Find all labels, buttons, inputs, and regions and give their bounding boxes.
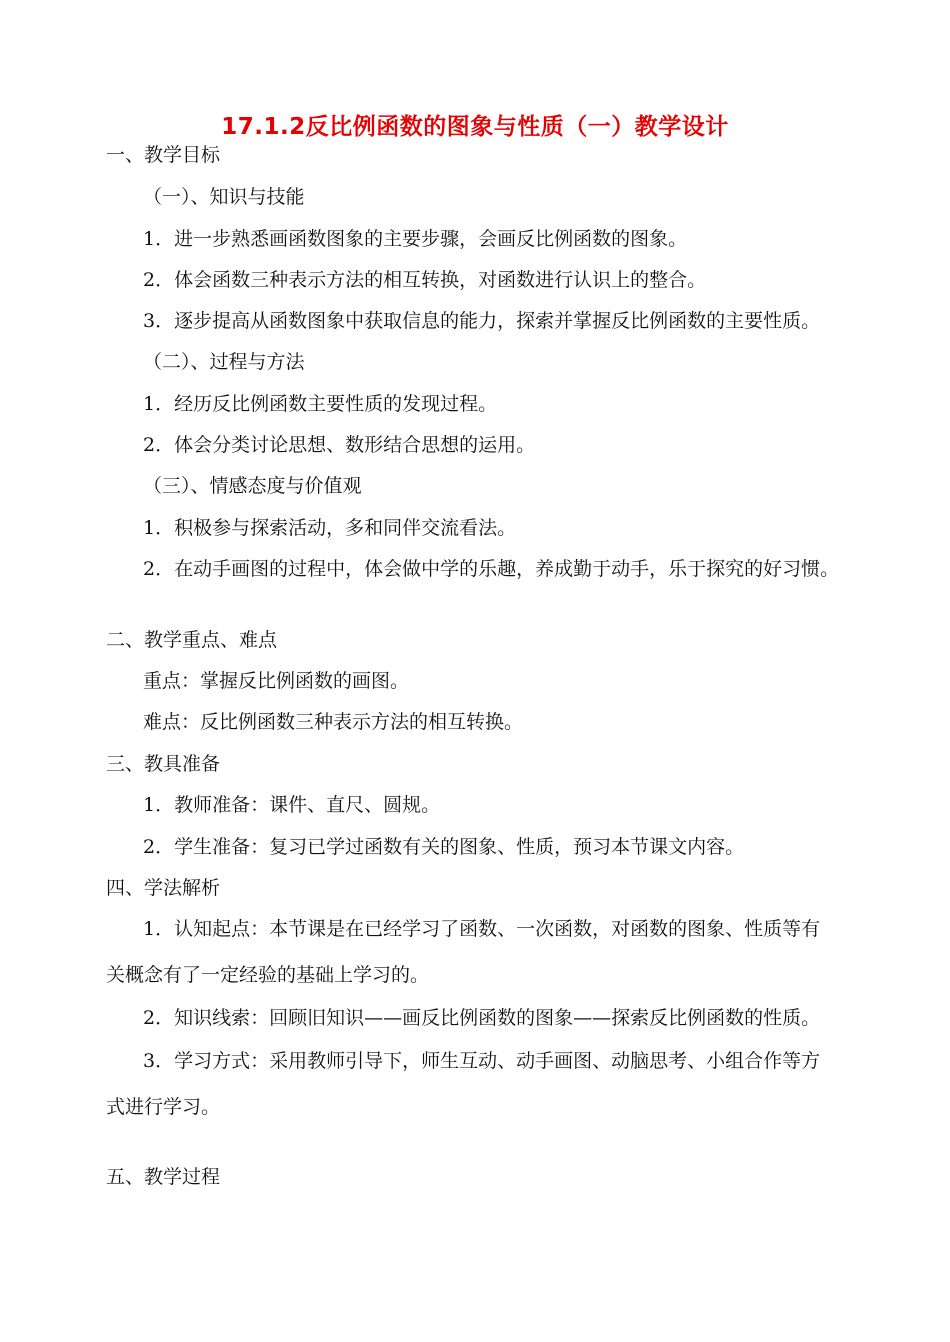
section-heading: 五、教学过程	[106, 1166, 221, 1188]
paragraph: 1．积极参与探索活动，多和同伴交流看法。	[143, 517, 517, 539]
paragraph: 3．逐步提高从函数图象中获取信息的能力，探索并掌握反比例函数的主要性质。	[143, 310, 821, 332]
section-heading: 四、学法解析	[106, 877, 221, 899]
paragraph: 1．进一步熟悉画函数图象的主要步骤，会画反比例函数的图象。	[143, 228, 688, 250]
subsection-heading: （一）、知识与技能	[143, 186, 305, 208]
subsection-heading: （二）、过程与方法	[143, 351, 305, 373]
paragraph: 2．知识线索：回顾旧知识——画反比例函数的图象——探索反比例函数的性质。	[143, 1007, 821, 1029]
paragraph: 难点：反比例函数三种表示方法的相互转换。	[143, 711, 524, 733]
paragraph: 2．体会分类讨论思想、数形结合思想的运用。	[143, 434, 536, 456]
paragraph: 1．经历反比例函数主要性质的发现过程。	[143, 393, 498, 415]
paragraph: 2．学生准备：复习已学过函数有关的图象、性质，预习本节课文内容。	[143, 836, 745, 858]
section-heading: 一、教学目标	[106, 144, 221, 166]
paragraph: 1．认知起点：本节课是在已经学习了函数、一次函数，对函数的图象、性质等有	[143, 918, 821, 940]
paragraph: 2．体会函数三种表示方法的相互转换，对函数进行认识上的整合。	[143, 269, 707, 291]
paragraph-continuation: 关概念有了一定经验的基础上学习的。	[106, 964, 430, 986]
document-title: 17.1.2反比例函数的图象与性质（一）教学设计	[221, 114, 729, 140]
paragraph: 重点：掌握反比例函数的画图。	[143, 670, 410, 692]
paragraph: 2．在动手画图的过程中，体会做中学的乐趣，养成勤于动手，乐于探究的好习惯。	[143, 558, 840, 580]
subsection-heading: （三）、情感态度与价值观	[143, 475, 362, 497]
paragraph: 3．学习方式：采用教师引导下，师生互动、动手画图、动脑思考、小组合作等方	[143, 1050, 821, 1072]
section-heading: 三、教具准备	[106, 753, 221, 775]
paragraph-continuation: 式进行学习。	[106, 1096, 221, 1118]
paragraph: 1．教师准备：课件、直尺、圆规。	[143, 794, 441, 816]
section-heading: 二、教学重点、难点	[106, 629, 278, 651]
